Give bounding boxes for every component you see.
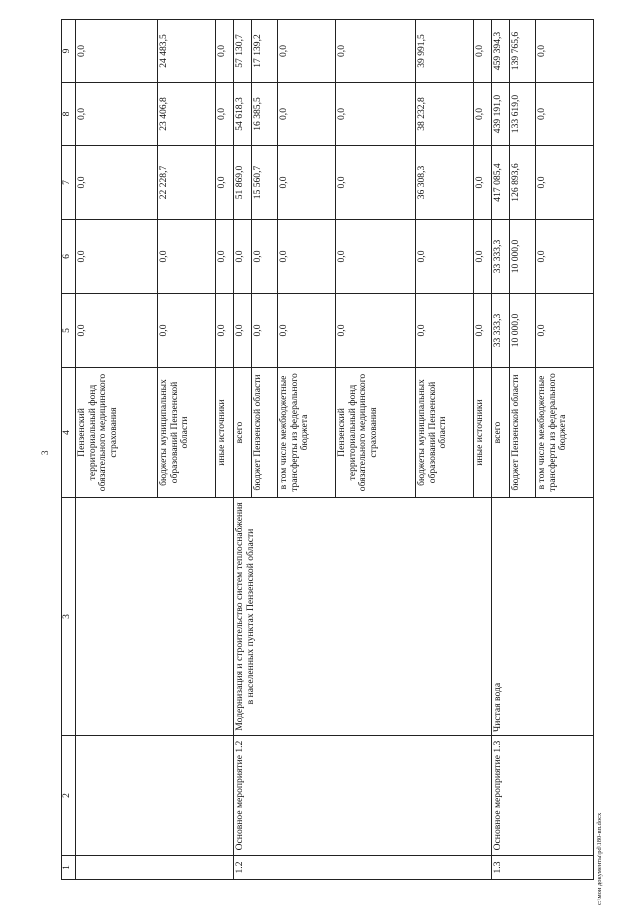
value-cell: 36 308,3 [416,146,474,220]
value-cell: 139 765,6 [510,20,536,83]
value-cell: 17 139,2 [252,20,278,83]
value-cell: 0,0 [278,20,336,83]
measure-title-cell: Модернизация и строительство систем теплоснабжения в населенных пунктах Пензенской области [234,498,492,736]
value-cell: 15 560,7 [252,146,278,220]
row-number-cell [76,856,234,880]
source-cell: бюджеты муниципальных образований Пензенской области [416,368,474,498]
value-cell: 54 618,3 [234,83,252,146]
value-cell: 38 232,8 [416,83,474,146]
value-cell: 33 333,3 [492,294,510,368]
measure-title-cell: Чистая вода [492,498,594,736]
header-cell: 3 [62,498,76,736]
value-cell: 0,0 [234,294,252,368]
value-cell: 0,0 [216,146,234,220]
value-cell: 0,0 [336,220,416,294]
value-cell: 10 000,0 [510,220,536,294]
value-cell: 0,0 [474,83,492,146]
source-cell: Пензенский территориальный фонд обязательного медицинского страхования [76,368,158,498]
value-cell: 33 333,3 [492,220,510,294]
value-cell: 0,0 [474,146,492,220]
header-cell: 5 [62,294,76,368]
value-cell: 57 130,7 [234,20,252,83]
value-cell: 0,0 [216,20,234,83]
source-cell: бюджет Пензенской области [252,368,278,498]
value-cell: 0,0 [536,220,594,294]
source-cell: в том числе межбюджетные трансферты из федерального бюджета [536,368,594,498]
value-cell: 0,0 [278,146,336,220]
value-cell: 439 191,0 [492,83,510,146]
value-cell: 16 385,5 [252,83,278,146]
table-row [234,20,252,880]
source-cell: иные источники [216,368,234,498]
header-cell: 9 [62,20,76,83]
source-cell: иные источники [474,368,492,498]
value-cell: 0,0 [336,20,416,83]
value-cell: 0,0 [158,294,216,368]
header-cell: 7 [62,146,76,220]
value-cell: 51 869,0 [234,146,252,220]
value-cell: 0,0 [416,294,474,368]
file-path-footer: c:\мои документы\pd\180-вп.docx [596,812,603,905]
value-cell: 0,0 [336,146,416,220]
header-cell: 6 [62,220,76,294]
value-cell: 0,0 [76,294,158,368]
value-cell: 0,0 [234,220,252,294]
header-cell: 8 [62,83,76,146]
value-cell: 0,0 [158,220,216,294]
value-cell: 0,0 [252,220,278,294]
value-cell: 0,0 [536,294,594,368]
table-row [76,20,158,880]
value-cell: 0,0 [474,220,492,294]
value-cell: 0,0 [76,146,158,220]
measure-name-cell: Основное мероприятие 1.3 [492,736,594,856]
value-cell: 0,0 [278,294,336,368]
funding-table [61,19,594,880]
value-cell: 0,0 [536,146,594,220]
value-cell: 0,0 [474,294,492,368]
row-number-cell: 1.3 [492,856,594,880]
value-cell: 0,0 [76,83,158,146]
table-row [492,20,510,880]
source-cell: бюджет Пензенской области [510,368,536,498]
rotated-table-wrapper [61,20,591,880]
header-cell: 1 [62,856,76,880]
source-cell: в том числе межбюджетные трансферты из федерального бюджета [278,368,336,498]
value-cell: 126 893,6 [510,146,536,220]
value-cell: 23 406,8 [158,83,216,146]
value-cell: 0,0 [76,220,158,294]
value-cell: 0,0 [252,294,278,368]
measure-name-cell [76,736,234,856]
header-cell: 2 [62,736,76,856]
value-cell: 0,0 [536,20,594,83]
row-number-cell: 1.2 [234,856,492,880]
source-cell: всего [234,368,252,498]
value-cell: 459 394,3 [492,20,510,83]
value-cell: 22 228,7 [158,146,216,220]
source-cell: всего [492,368,510,498]
value-cell: 24 483,5 [158,20,216,83]
value-cell: 39 991,5 [416,20,474,83]
value-cell: 417 085,4 [492,146,510,220]
value-cell: 0,0 [76,20,158,83]
header-cell: 4 [62,368,76,498]
value-cell: 133 619,0 [510,83,536,146]
value-cell: 0,0 [416,220,474,294]
measure-title-cell [76,498,234,736]
measure-name-cell: Основное мероприятие 1.2 [234,736,492,856]
value-cell: 0,0 [216,83,234,146]
value-cell: 0,0 [216,294,234,368]
value-cell: 0,0 [278,83,336,146]
source-cell: Пензенский территориальный фонд обязательного медицинского страхования [336,368,416,498]
value-cell: 0,0 [278,220,336,294]
value-cell: 10 000,0 [510,294,536,368]
value-cell: 0,0 [336,294,416,368]
value-cell: 0,0 [536,83,594,146]
value-cell: 0,0 [474,20,492,83]
value-cell: 0,0 [336,83,416,146]
value-cell: 0,0 [216,220,234,294]
page-number: 3 [40,450,50,455]
header-row [62,20,76,880]
source-cell: бюджеты муниципальных образований Пензенской области [158,368,216,498]
